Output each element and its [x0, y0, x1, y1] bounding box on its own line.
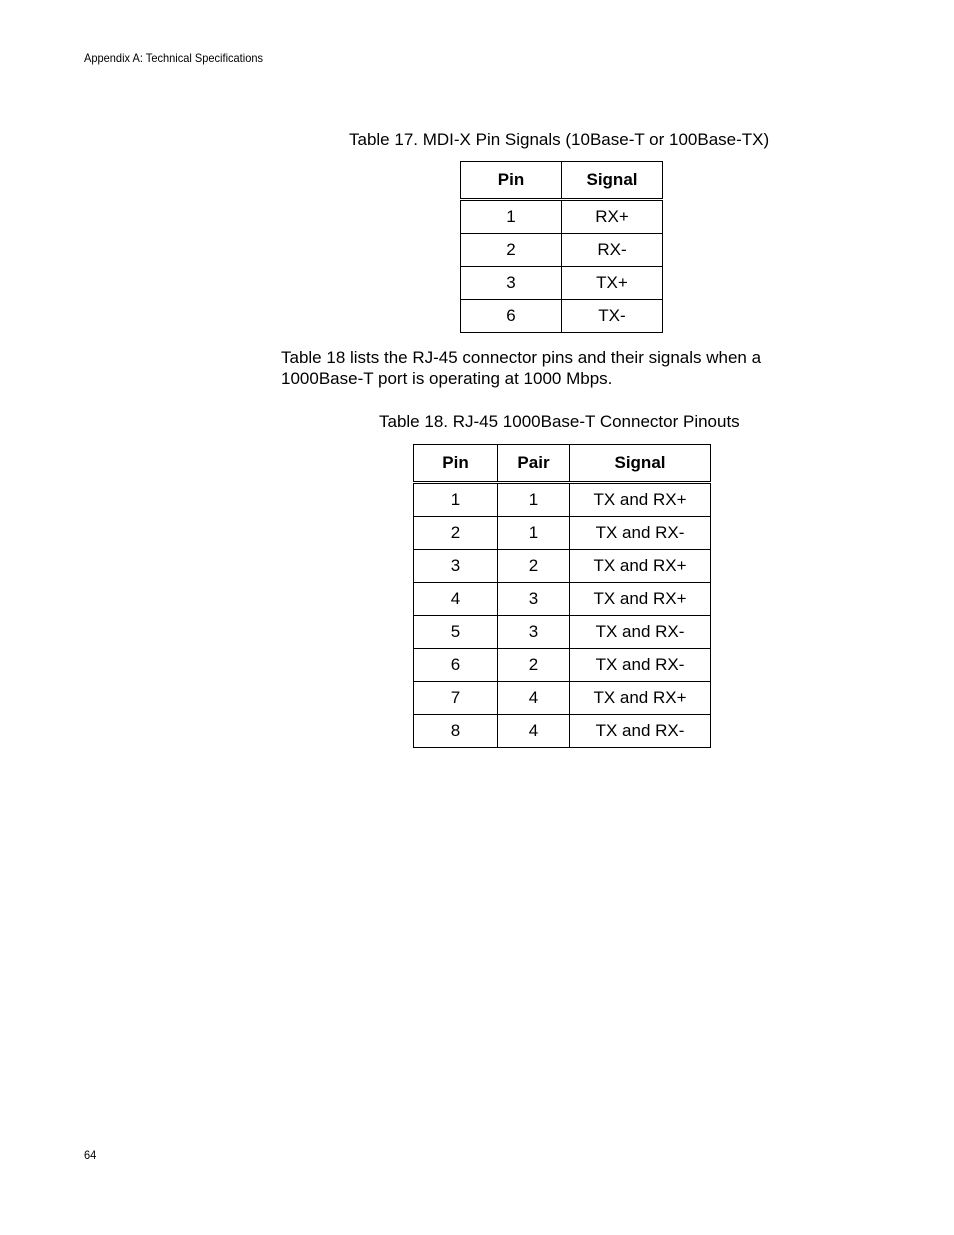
- table-row: [414, 483, 711, 517]
- table-18-caption: Table 18. RJ-45 1000Base-T Connector Pinouts: [379, 412, 740, 431]
- cell-pin: 3: [461, 267, 562, 300]
- table-row: [414, 682, 711, 715]
- cell-signal: TX and RX-: [570, 649, 711, 682]
- cell-pair: 1: [498, 483, 570, 517]
- table-header-row: [414, 445, 711, 483]
- running-header: Appendix A: Technical Specifications: [84, 51, 264, 65]
- cell-pin: 3: [414, 550, 498, 583]
- cell-pin: 1: [461, 200, 562, 234]
- table-17-caption: Table 17. MDI-X Pin Signals (10Base-T or 100Base-TX): [349, 130, 770, 149]
- cell-pin: 4: [414, 583, 498, 616]
- cell-pin: 6: [414, 649, 498, 682]
- body-paragraph: Table 18 lists the RJ-45 connector pins and their signals when a 1000Base-T port is operating at 1000 Mbps.: [281, 348, 762, 388]
- cell-pin: 7: [414, 682, 498, 715]
- cell-signal: RX-: [562, 234, 663, 267]
- cell-pair: 3: [498, 616, 570, 649]
- cell-signal: TX and RX+: [570, 682, 711, 715]
- table-row: [414, 616, 711, 649]
- cell-pin: 6: [461, 300, 562, 333]
- table-row: [414, 517, 711, 550]
- cell-pin: 8: [414, 715, 498, 748]
- cell-pin: 5: [414, 616, 498, 649]
- cell-signal: TX and RX+: [570, 583, 711, 616]
- cell-pair: 1: [498, 517, 570, 550]
- cell-signal: TX+: [562, 267, 663, 300]
- column-header-pin: Pin: [461, 162, 562, 200]
- page-number: 64: [84, 1148, 97, 1162]
- cell-signal: TX-: [562, 300, 663, 333]
- cell-signal: TX and RX-: [570, 715, 711, 748]
- table-row: [461, 234, 663, 267]
- cell-pair: 4: [498, 715, 570, 748]
- cell-signal: TX and RX-: [570, 517, 711, 550]
- table-header-row: [461, 162, 663, 200]
- cell-signal: RX+: [562, 200, 663, 234]
- cell-pair: 3: [498, 583, 570, 616]
- cell-signal: TX and RX+: [570, 550, 711, 583]
- table-row: [414, 550, 711, 583]
- table-row: [461, 200, 663, 234]
- cell-pair: 2: [498, 649, 570, 682]
- cell-pair: 2: [498, 550, 570, 583]
- table-row: [461, 300, 663, 333]
- cell-signal: TX and RX-: [570, 616, 711, 649]
- mdi-x-pin-signals-table: [460, 161, 663, 333]
- table-row: [414, 649, 711, 682]
- cell-pin: 2: [414, 517, 498, 550]
- table-row: [414, 583, 711, 616]
- table-row: [461, 267, 663, 300]
- column-header-signal: Signal: [570, 445, 711, 483]
- column-header-pin: Pin: [414, 445, 498, 483]
- table-row: [414, 715, 711, 748]
- column-header-signal: Signal: [562, 162, 663, 200]
- cell-signal: TX and RX+: [570, 483, 711, 517]
- rj45-1000base-t-pinouts-table: [413, 444, 711, 748]
- cell-pin: 2: [461, 234, 562, 267]
- column-header-pair: Pair: [498, 445, 570, 483]
- cell-pair: 4: [498, 682, 570, 715]
- cell-pin: 1: [414, 483, 498, 517]
